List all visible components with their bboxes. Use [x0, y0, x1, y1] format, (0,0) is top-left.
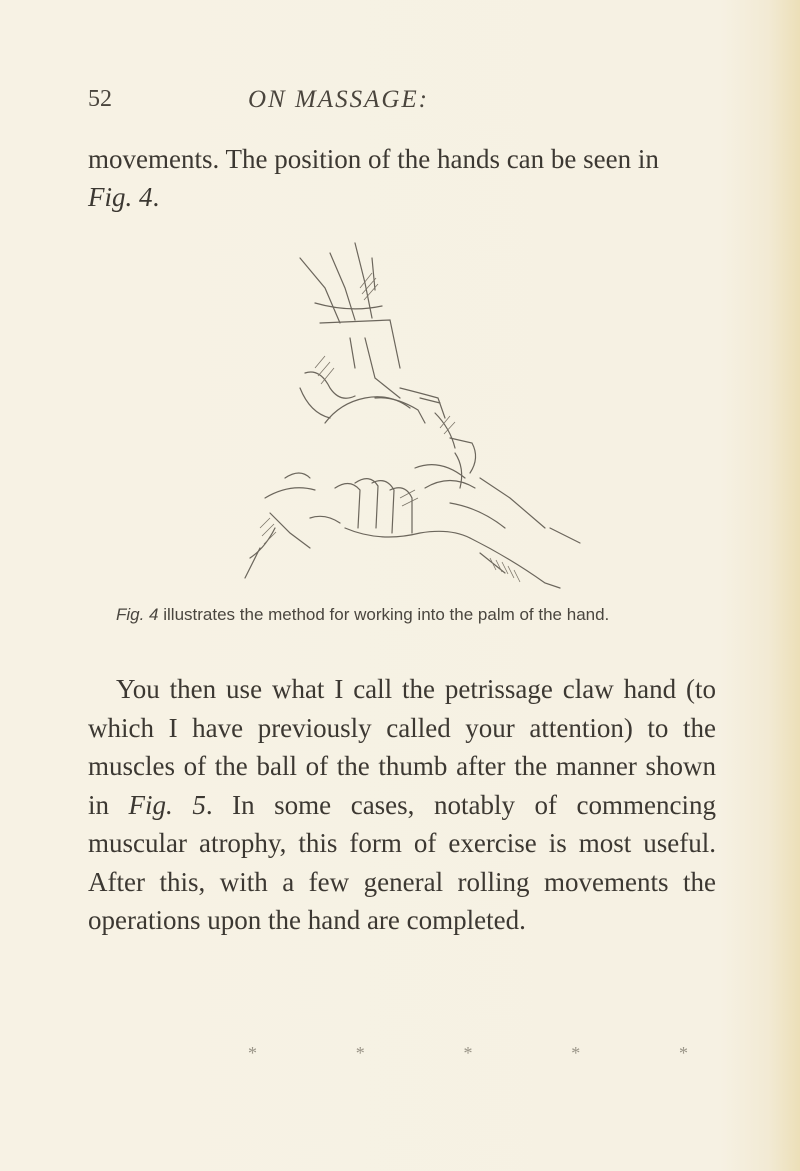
- section-break: [248, 1043, 688, 1067]
- hands-line-drawing: [150, 228, 600, 598]
- caption-text: illustrates the method for working into the palm of the hand.: [158, 605, 610, 624]
- section-break-asterisk: *: [463, 1043, 473, 1063]
- figure-reference: Fig. 5: [128, 789, 206, 820]
- paragraph-2-text-after: . In some cases, notably of commencing muscular atrophy, this form of exercise is most useful. After this, with a few general rolling movements the operations upon the hand are completed.: [88, 789, 716, 935]
- caption-figure-label: Fig. 4: [116, 605, 159, 624]
- figure-reference: Fig. 4: [88, 182, 153, 212]
- paragraph-1-text-after: .: [152, 182, 160, 212]
- section-break-asterisk: *: [571, 1043, 581, 1063]
- section-break-asterisk: *: [679, 1043, 688, 1063]
- hands-illustration: [150, 228, 600, 598]
- section-break-asterisk: *: [355, 1043, 365, 1063]
- page-number: 52: [88, 86, 112, 112]
- section-break-asterisk: *: [248, 1043, 257, 1063]
- paragraph-2-text-before: You then use what I call the petrissage claw hand (to which I have previously called your attention) to the muscles of the ball of the thumb after the manner shown in: [88, 674, 716, 820]
- running-head: ON MASSAGE:: [248, 86, 429, 113]
- page-header: [88, 86, 688, 120]
- figure-caption: [88, 603, 708, 627]
- paragraph-1-text-before: movements. The position of the hands can be seen in: [88, 144, 659, 174]
- paragraph-1: [88, 140, 708, 216]
- paragraph-2: [88, 670, 716, 940]
